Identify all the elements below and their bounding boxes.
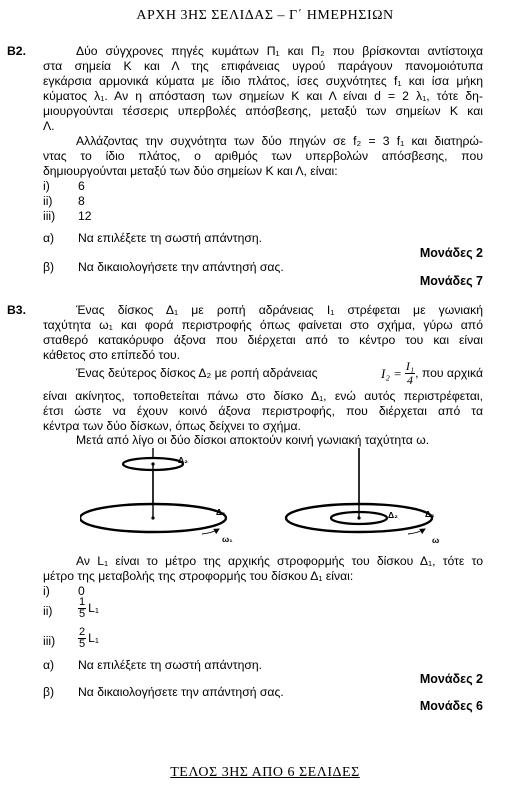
b3-paragraph-3: Μετά από λίγο οι δύο δίσκοι αποκτούν κοινή γωνιακή ταχύτητα ω. [76, 433, 430, 447]
fraction-denominator: 4 [406, 372, 413, 387]
fraction-numerator: Ι₁ [405, 358, 415, 373]
b2-subquestion-b-text: Να δικαιολογήσετε την απάντησή σας. [78, 260, 284, 274]
b3-subquestion-b-label: β) [43, 685, 55, 699]
b2-subquestion-a-text: Να επιλέξετε τη σωστή απάντηση. [78, 231, 263, 245]
b3-subquestion-a-text: Να επιλέξετε τη σωστή απάντηση. [78, 658, 263, 672]
fraction-numerator: 1 [79, 596, 86, 608]
b2-p2-line: Αλλάζοντας την συχνότητα των δύο πηγών σε f₂ = 3 f₁ και διατηρώ- [76, 134, 483, 148]
option-label: iii) [43, 634, 56, 648]
b2-marks-b: Μονάδες 7 [419, 274, 483, 288]
page-header: ΑΡΧΗ 3ΗΣ ΣΕΛΙΔΑΣ – Γ΄ ΗΜΕΡΗΣΙΩΝ [136, 8, 394, 23]
b2-p1-line: μιουργούνται τέσσερις υπερβολές απόσβεσης, μεταξύ των σημείων Κ και [43, 104, 483, 118]
b2-marks-a: Μονάδες 2 [419, 246, 483, 260]
b3-p2-line: έτσι ώστε να έχουν κοινό άξονα περιστροφής, που διέρχεται από τα [43, 404, 483, 418]
inertia-equation [381, 360, 483, 387]
option-value: 12 [78, 209, 92, 223]
figure-right-final-state [286, 448, 432, 534]
b3-p4-line: Αν L₁ είναι το μέτρο της αρχικής στροφορμής του δίσκου Δ₁, τότε το [76, 554, 483, 568]
option-fraction [78, 627, 86, 650]
question-b3-label: Β3. [7, 303, 26, 317]
b2-p1-line: Λ. [43, 119, 55, 133]
equation-lhs: Ι₂ = [381, 365, 402, 381]
b3-subquestion-b-text: Να δικαιολογήσετε την απάντησή σας. [78, 685, 284, 699]
disk-center [151, 462, 154, 465]
option-label: ii) [43, 604, 53, 618]
b3-p4-line: μέτρο της μεταβολής της στροφορμής του δίσκου Δ₁ είναι: [43, 569, 354, 583]
b2-subquestion-b-label: β) [43, 260, 55, 274]
label-d1-right: Δ₁ [425, 509, 435, 519]
option-label: iii) [43, 209, 56, 223]
option-label: ii) [43, 194, 53, 208]
option-label: i) [43, 584, 50, 598]
label-omega: ω [432, 535, 440, 545]
rotation-arrow-right [408, 529, 425, 534]
b2-p1-line: εγκάρσια αρμονικά κύματα με ίδιο πλάτος, ίσες συχνότητες f₁ και ίσα μήκη [43, 74, 483, 88]
option-value [78, 597, 99, 620]
b3-p2-line: κέντρα των δύο δίσκων, όπως δείχνει το σχήμα. [43, 419, 301, 433]
b3-marks-b: Μονάδες 6 [419, 699, 483, 713]
b3-p1-line: σταθερό κατακόρυφο άξονα που διέρχεται από το κέντρο του και είναι [43, 333, 483, 347]
option-value: 6 [78, 179, 85, 193]
fraction-denominator: 5 [79, 638, 86, 650]
page-footer: ΤΕΛΟΣ 3ΗΣ ΑΠΟ 6 ΣΕΛΙΔΕΣ [170, 765, 360, 780]
disk-center [151, 516, 154, 519]
b3-p1-line: Ένας δίσκος Δ₁ με ροπή αδράνειας Ι₁ στρέφεται με γωνιακή [76, 303, 483, 317]
label-d2-left: Δ₂ [178, 455, 188, 465]
label-d2-right: Δ₂ [388, 510, 398, 520]
b3-p1-line: κάθετος στο επίπεδό του. [43, 348, 181, 362]
option-label: i) [43, 179, 50, 193]
disks-figure [80, 448, 520, 552]
option-suffix: L₁ [88, 601, 100, 615]
b2-p2-line: δημιουργούνται μεταξύ των δύο σημείων Κ και Λ, είναι: [43, 164, 338, 178]
label-d1-left: Δ₁ [216, 507, 226, 517]
disk-center [357, 516, 360, 519]
b2-p2-line: ντας το ίδιο πλάτος, ο αριθμός των υπερβολών απόσβεσης, που [43, 149, 483, 163]
b3-paragraph-2-first-line [76, 357, 483, 389]
option-value: 8 [78, 194, 85, 208]
option-value: 0 [78, 584, 85, 598]
b2-p1-line: Δύο σύγχρονες πηγές κυμάτων Π₁ και Π₂ που βρίσκονται αντίστοιχα [76, 44, 483, 58]
figure-left-initial-state [80, 448, 226, 534]
rotation-arrow-left [202, 529, 219, 534]
b3-p2-end: , που αρχικά [415, 365, 483, 380]
b2-p1-line: στα σημεία Κ και Λ της επιφάνειας υγρού παράγουν πανομοιότυπα [43, 59, 483, 73]
b3-p2-line: είναι ακίνητος, τοποθετείται πάνω στο δίσκο Δ₁, ενώ αυτός περιστρέφεται, [43, 389, 483, 403]
option-suffix: L₁ [88, 631, 100, 645]
b2-subquestion-a-label: α) [43, 231, 55, 245]
label-omega1: ω₁ [222, 534, 233, 544]
b3-p1-line: ταχύτητα ω₁ και φορά περιστροφής όπως φαίνεται στο σχήμα, γύρω από [43, 318, 483, 332]
fraction-numerator: 2 [79, 626, 86, 638]
option-fraction [78, 597, 86, 620]
equation-fraction [405, 360, 415, 387]
option-value [78, 627, 99, 650]
b2-p1-line: κύματος λ₁. Αν η απόσταση των σημείων Κ και Λ είναι d = 2 λ₁, τότε δη- [43, 89, 483, 103]
b3-subquestion-a-label: α) [43, 658, 55, 672]
fraction-denominator: 5 [79, 608, 86, 620]
question-b2-label: Β2. [7, 44, 26, 58]
b3-marks-a: Μονάδες 2 [419, 672, 483, 686]
b3-p2-start: Ένας δεύτερος δίσκος Δ₂ με ροπή αδράνειας [76, 365, 318, 380]
